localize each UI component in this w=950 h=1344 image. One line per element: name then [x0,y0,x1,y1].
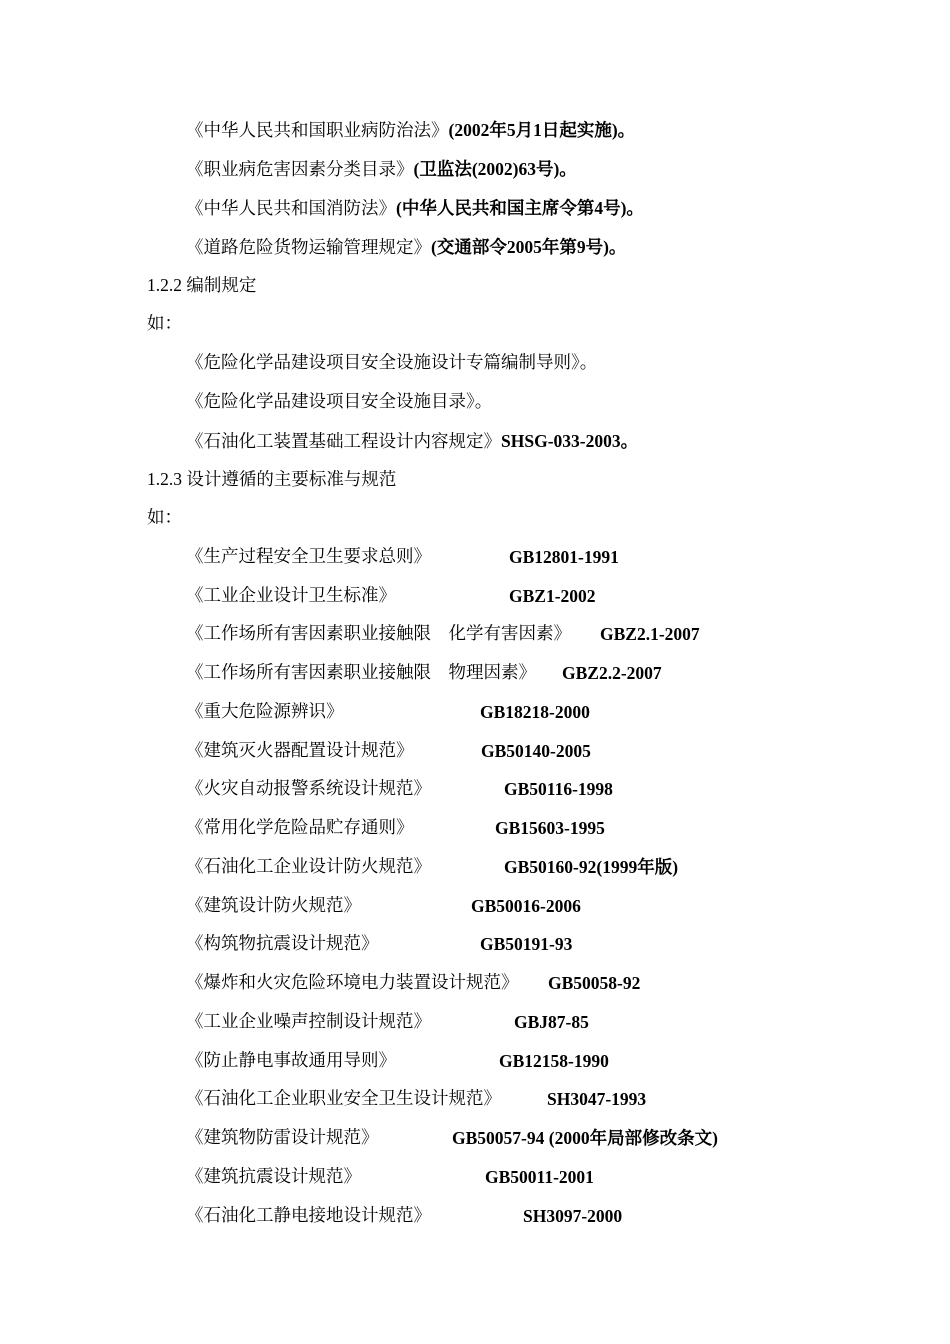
standard-code: SH3047-1993 [547,1089,647,1109]
standard-code: GB15603-1995 [495,818,605,838]
standard-name: 《工作场所有害因素职业接触限 化学有害因素》 [186,624,571,644]
standard-code: GB50016-2006 [471,896,581,916]
law-title: 《中华人民共和国消防法》 [186,199,396,219]
law-title: 《中华人民共和国职业病防治法》 [186,121,449,141]
standard-code: GB50057-94 (2000年局部修改条文) [452,1128,718,1148]
regulation-text: 《石油化工装置基础工程设计内容规定》 [186,432,501,452]
standard-name: 《工业企业噪声控制设计规范》 [186,1012,431,1032]
standard-name: 《工业企业设计卫生标准》 [186,586,396,606]
standard-name: 《火灾自动报警系统设计规范》 [186,779,431,799]
standard-name: 《生产过程安全卫生要求总则》 [186,547,431,567]
standard-code: GBZ1-2002 [509,586,596,606]
law-suffix: (2002年5月1日起实施)。 [448,120,636,140]
regulation-item: 《危险化学品建设项目安全设施设计专篇编制导则》。 [186,353,598,373]
law-suffix: (中华人民共和国主席令第4号)。 [396,198,644,218]
standard-code: GB50191-93 [480,934,573,954]
standard-code: GBZ2.2-2007 [562,663,662,683]
section-intro: 如： [147,508,182,528]
law-item [186,118,635,143]
standard-name: 《建筑抗震设计规范》 [186,1167,361,1187]
law-title: 《道路危险货物运输管理规定》 [186,238,431,258]
regulation-item [186,429,638,454]
standard-code: SH3097-2000 [523,1206,623,1226]
standard-code: GBJ87-85 [514,1012,589,1032]
standard-name: 《石油化工企业设计防火规范》 [186,857,431,877]
standard-code: GBZ2.1-2007 [600,624,700,644]
law-item [186,235,626,260]
law-suffix: (卫监法(2002)63号)。 [413,159,577,179]
section-intro: 如： [147,314,182,334]
section-heading-1-2-2: 1.2.2 编制规定 [147,275,257,295]
law-item [186,196,644,221]
standard-name: 《石油化工静电接地设计规范》 [186,1206,431,1226]
standard-name: 《常用化学危险品贮存通则》 [186,818,414,838]
standard-name: 《爆炸和火灾危险环境电力装置设计规范》 [186,973,519,993]
standard-name: 《工作场所有害因素职业接触限 物理因素》 [186,663,536,683]
section-heading-1-2-3: 1.2.3 设计遵循的主要标准与规范 [147,469,397,489]
standard-name: 《防止静电事故通用导则》 [186,1051,396,1071]
law-item [186,157,577,182]
regulation-item: 《危险化学品建设项目安全设施目录》。 [186,392,493,412]
standard-name: 《重大危险源辨识》 [186,702,344,722]
standard-code: GB18218-2000 [480,702,590,722]
law-title: 《职业病危害因素分类目录》 [186,160,414,180]
standard-name: 《建筑物防雷设计规范》 [186,1128,379,1148]
standard-code: GB12158-1990 [499,1051,609,1071]
standard-name: 《建筑设计防火规范》 [186,896,361,916]
law-suffix: (交通部令2005年第9号)。 [431,237,627,257]
standard-name: 《构筑物抗震设计规范》 [186,934,379,954]
standard-code: GB12801-1991 [509,547,619,567]
regulation-code: SHSG-033-2003。 [501,431,639,451]
standard-code: GB50011-2001 [485,1167,594,1187]
standard-name: 《建筑灭火器配置设计规范》 [186,741,414,761]
standard-code: GB50116-1998 [504,779,613,799]
standard-code: GB50140-2005 [481,741,591,761]
standard-name: 《石油化工企业职业安全卫生设计规范》 [186,1089,501,1109]
standard-code: GB50160-92(1999年版) [504,857,679,877]
standard-code: GB50058-92 [548,973,641,993]
